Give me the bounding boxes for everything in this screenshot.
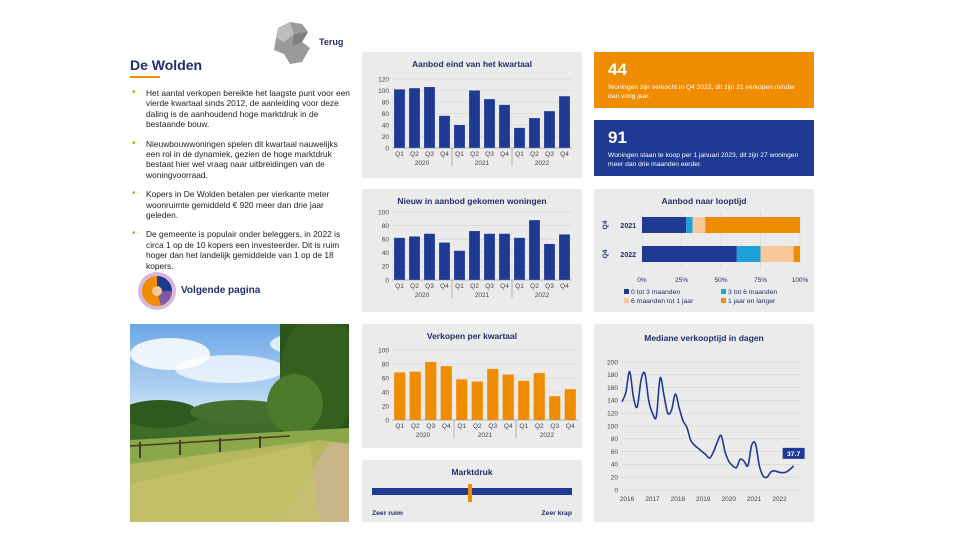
y-tick-label: 80 bbox=[610, 436, 618, 444]
y-tick-label: 80 bbox=[381, 361, 389, 369]
gauge-right-label: Zeer krap bbox=[541, 510, 572, 517]
bar bbox=[544, 244, 555, 280]
bar bbox=[424, 87, 435, 148]
kpi-for-sale bbox=[594, 120, 814, 176]
bar bbox=[469, 91, 480, 149]
y-tick-label: 140 bbox=[607, 397, 618, 405]
y-tick-label: 200 bbox=[607, 359, 618, 367]
y-tick-label: 40 bbox=[381, 389, 389, 397]
y-tick-label: 0 bbox=[614, 487, 618, 495]
y-tick-label: 40 bbox=[610, 461, 618, 469]
y-tick-label: 100 bbox=[378, 87, 389, 95]
x-tick-label: 2021 bbox=[746, 496, 762, 503]
x-tick-label: Q3 bbox=[545, 151, 554, 158]
x-tick-label: Q4 bbox=[500, 283, 509, 290]
x-tick-label: Q1 bbox=[395, 283, 404, 290]
row-label: 2022 bbox=[620, 252, 636, 259]
group-label: 2020 bbox=[415, 432, 431, 439]
legend-label: 3 tot 6 maanden bbox=[728, 289, 778, 296]
chart-mediane bbox=[594, 324, 814, 522]
bar bbox=[424, 234, 435, 280]
y-tick-label: 0 bbox=[385, 277, 389, 285]
y-tick-label: 40 bbox=[381, 122, 389, 130]
x-tick-label: Q4 bbox=[565, 423, 575, 430]
bar bbox=[484, 99, 495, 148]
x-tick-label: 2017 bbox=[645, 496, 660, 503]
x-tick-label: Q1 bbox=[519, 423, 529, 430]
x-tick-label: Q3 bbox=[426, 423, 436, 430]
legend-swatch bbox=[721, 289, 726, 294]
x-tick-label: Q3 bbox=[485, 283, 494, 290]
x-tick-label: Q2 bbox=[530, 283, 539, 290]
x-tick-label: 50% bbox=[714, 277, 728, 284]
x-tick-label: 25% bbox=[674, 277, 689, 284]
y-tick-label: 20 bbox=[381, 403, 389, 411]
x-tick-label: Q1 bbox=[455, 283, 464, 290]
stacked-segment bbox=[686, 217, 692, 233]
x-tick-label: Q3 bbox=[550, 423, 560, 430]
row-prefix: Q4 bbox=[602, 220, 609, 230]
panel-looptijd bbox=[594, 189, 814, 312]
group-label: 2020 bbox=[414, 160, 430, 167]
legend-swatch bbox=[624, 298, 629, 303]
next-page-label: Volgende pagina bbox=[181, 285, 261, 296]
bar bbox=[499, 105, 510, 148]
bar bbox=[410, 372, 421, 420]
y-tick-label: 120 bbox=[378, 76, 389, 84]
x-tick-label: Q1 bbox=[515, 283, 524, 290]
summary-bullet: • Het aantal verkopen bereikte het laagste punt voor een vierde kwartaal sinds 2012, de aanleiding voor deze daling is de aanhoudend hoge marktdruk in de bestaande bouw. bbox=[130, 88, 352, 130]
stacked-segment bbox=[642, 217, 686, 233]
municipality-map-icon bbox=[272, 20, 320, 66]
bar bbox=[544, 111, 555, 148]
y-tick-label: 20 bbox=[381, 263, 389, 271]
bar bbox=[559, 96, 570, 148]
row-label: 2021 bbox=[620, 223, 636, 230]
x-tick-label: Q3 bbox=[545, 283, 554, 290]
x-tick-label: Q2 bbox=[534, 423, 544, 430]
chart-looptijd bbox=[594, 189, 814, 312]
y-tick-label: 0 bbox=[385, 145, 389, 153]
gauge-marker bbox=[468, 484, 472, 502]
x-tick-label: 2022 bbox=[772, 496, 787, 503]
x-tick-label: Q2 bbox=[472, 423, 482, 430]
bar bbox=[529, 118, 540, 148]
x-tick-label: 2019 bbox=[696, 496, 711, 503]
summary-bullet: • De gemeente is populair onder beleggers, in 2022 is circa 1 op de 10 kopers een investeerder. Dit is ruim hoger dan het landelijk gemiddelde van 1 op de 18 kopers. bbox=[130, 229, 352, 271]
bar bbox=[565, 389, 576, 420]
x-tick-label: Q1 bbox=[395, 423, 405, 430]
y-tick-label: 160 bbox=[607, 384, 618, 392]
x-tick-label: Q4 bbox=[503, 423, 513, 430]
chart-title: Marktdruk bbox=[451, 467, 493, 477]
x-tick-label: Q2 bbox=[470, 283, 479, 290]
y-tick-label: 20 bbox=[610, 474, 618, 482]
stacked-segment bbox=[642, 246, 737, 262]
chart-title: Nieuw in aanbod gekomen woningen bbox=[397, 196, 547, 206]
x-tick-label: Q2 bbox=[410, 151, 419, 158]
panel-verkopen bbox=[362, 324, 582, 448]
bar bbox=[425, 362, 436, 420]
end-label: 37.7 bbox=[787, 450, 801, 458]
y-tick-label: 60 bbox=[381, 236, 389, 244]
y-tick-label: 120 bbox=[607, 410, 618, 418]
back-label: Terug bbox=[319, 37, 344, 47]
x-tick-label: Q3 bbox=[488, 423, 498, 430]
bar bbox=[409, 236, 420, 280]
y-tick-label: 60 bbox=[381, 375, 389, 383]
x-tick-label: Q4 bbox=[440, 151, 449, 158]
bar bbox=[499, 234, 510, 280]
back-button[interactable] bbox=[272, 20, 362, 66]
bar bbox=[439, 243, 450, 280]
bar bbox=[454, 251, 465, 280]
next-page-button[interactable] bbox=[137, 271, 297, 311]
chart-title: Aanbod eind van het kwartaal bbox=[412, 59, 532, 69]
chart-title: Aanbod naar looptijd bbox=[661, 196, 747, 206]
x-tick-label: Q3 bbox=[425, 151, 434, 158]
panel-nieuw bbox=[362, 189, 582, 312]
x-tick-label: 2016 bbox=[619, 496, 635, 503]
bar bbox=[454, 125, 465, 148]
stacked-segment bbox=[794, 246, 800, 262]
x-tick-label: Q3 bbox=[485, 151, 494, 158]
stacked-segment bbox=[693, 217, 706, 233]
title-underline bbox=[130, 76, 160, 78]
chart-aanbod bbox=[362, 52, 582, 178]
legend-label: 1 jaar en langer bbox=[728, 298, 776, 305]
x-tick-label: 0% bbox=[637, 277, 647, 284]
x-tick-label: Q2 bbox=[470, 151, 479, 158]
group-label: 2020 bbox=[414, 292, 430, 299]
summary-bullet: • Kopers in De Wolden betalen per vierkante meter woonruimte gemiddeld € 920 meer dan drie jaar geleden. bbox=[130, 189, 352, 220]
bar bbox=[529, 220, 540, 280]
x-tick-label: Q4 bbox=[441, 423, 451, 430]
y-tick-label: 60 bbox=[610, 448, 618, 456]
x-tick-label: 75% bbox=[753, 277, 768, 284]
group-label: 2022 bbox=[534, 292, 550, 299]
kpi-value: 44 bbox=[608, 60, 627, 79]
x-tick-label: Q1 bbox=[395, 151, 404, 158]
legend-label: 6 maanden tot 1 jaar bbox=[631, 298, 694, 305]
x-tick-label: Q4 bbox=[500, 151, 509, 158]
x-tick-label: 100% bbox=[791, 277, 809, 284]
landscape-photo bbox=[130, 324, 349, 522]
y-tick-label: 0 bbox=[385, 417, 389, 425]
group-label: 2021 bbox=[474, 160, 490, 167]
y-tick-label: 80 bbox=[381, 99, 389, 107]
summary-bullets bbox=[130, 88, 352, 280]
legend-swatch bbox=[624, 289, 629, 294]
kpi-value: 91 bbox=[608, 128, 627, 147]
x-tick-label: Q1 bbox=[515, 151, 524, 158]
x-tick-label: Q2 bbox=[530, 151, 539, 158]
stacked-segment bbox=[761, 246, 794, 262]
gauge-left-label: Zeer ruim bbox=[372, 510, 403, 517]
group-label: 2021 bbox=[474, 292, 490, 299]
stacked-segment bbox=[737, 246, 761, 262]
y-tick-label: 80 bbox=[381, 222, 389, 230]
legend-label: 0 tot 3 maanden bbox=[631, 289, 681, 296]
kpi-text: Woningen staan te koop per 1 januari 2023, dit zijn 27 woningen meer dan drie maanden eerder. bbox=[608, 152, 799, 168]
x-tick-label: Q4 bbox=[560, 151, 569, 158]
x-tick-label: Q3 bbox=[425, 283, 434, 290]
bar bbox=[441, 366, 452, 420]
y-tick-label: 60 bbox=[381, 110, 389, 118]
y-tick-label: 20 bbox=[381, 133, 389, 141]
bar bbox=[487, 369, 498, 420]
group-label: 2021 bbox=[477, 432, 493, 439]
chart-title: Mediane verkooptijd in dagen bbox=[644, 333, 764, 343]
bar bbox=[514, 238, 525, 280]
x-tick-label: Q2 bbox=[410, 283, 419, 290]
x-tick-label: 2018 bbox=[670, 496, 686, 503]
y-tick-label: 40 bbox=[381, 250, 389, 258]
bar bbox=[394, 89, 405, 148]
bar bbox=[469, 231, 480, 280]
group-label: 2022 bbox=[539, 432, 555, 439]
x-tick-label: Q4 bbox=[560, 283, 569, 290]
page-title: De Wolden bbox=[130, 57, 203, 73]
row-prefix: Q4 bbox=[602, 249, 609, 259]
bar bbox=[534, 373, 545, 420]
chart-title: Verkopen per kwartaal bbox=[426, 331, 518, 341]
pie-chart-icon bbox=[137, 271, 177, 311]
bar bbox=[514, 128, 525, 148]
x-tick-label: Q1 bbox=[457, 423, 467, 430]
chart-marktdruk bbox=[362, 460, 582, 522]
x-tick-label: Q2 bbox=[410, 423, 420, 430]
y-tick-label: 100 bbox=[378, 347, 389, 355]
group-label: 2022 bbox=[534, 160, 550, 167]
y-tick-label: 180 bbox=[607, 372, 618, 380]
bar bbox=[394, 372, 405, 420]
chart-verkopen bbox=[362, 324, 582, 448]
chart-nieuw bbox=[362, 189, 582, 312]
x-tick-label: Q1 bbox=[455, 151, 464, 158]
bar bbox=[503, 375, 514, 421]
stacked-segment bbox=[705, 217, 800, 233]
y-tick-label: 100 bbox=[378, 209, 389, 217]
bar bbox=[394, 238, 405, 280]
panel-aanbod bbox=[362, 52, 582, 178]
bar bbox=[456, 379, 467, 420]
y-tick-label: 100 bbox=[607, 423, 618, 431]
bar bbox=[559, 234, 570, 280]
x-tick-label: 2020 bbox=[721, 496, 736, 503]
bar bbox=[439, 116, 450, 148]
x-tick-label: Q4 bbox=[440, 283, 449, 290]
legend-swatch bbox=[721, 298, 726, 303]
bar bbox=[484, 234, 495, 280]
panel-marktdruk bbox=[362, 460, 582, 522]
summary-bullet: • Nieuwbouwwoningen spelen dit kwartaal nauwelijks een rol in de dynamiek, gezien de hoge marktdruk bestaat hier wel vraag naar uitbreidingen van de woningvoorraad. bbox=[130, 139, 352, 181]
panel-mediane bbox=[594, 324, 814, 522]
kpi-text: Woningen zijn verkocht in Q4 2022, dit zijn 21 verkopen minder dan vorig jaar. bbox=[608, 84, 796, 100]
bar bbox=[518, 381, 529, 420]
bar bbox=[549, 396, 560, 420]
kpi-sold bbox=[594, 52, 814, 108]
bar bbox=[409, 88, 420, 148]
bar bbox=[472, 382, 483, 421]
